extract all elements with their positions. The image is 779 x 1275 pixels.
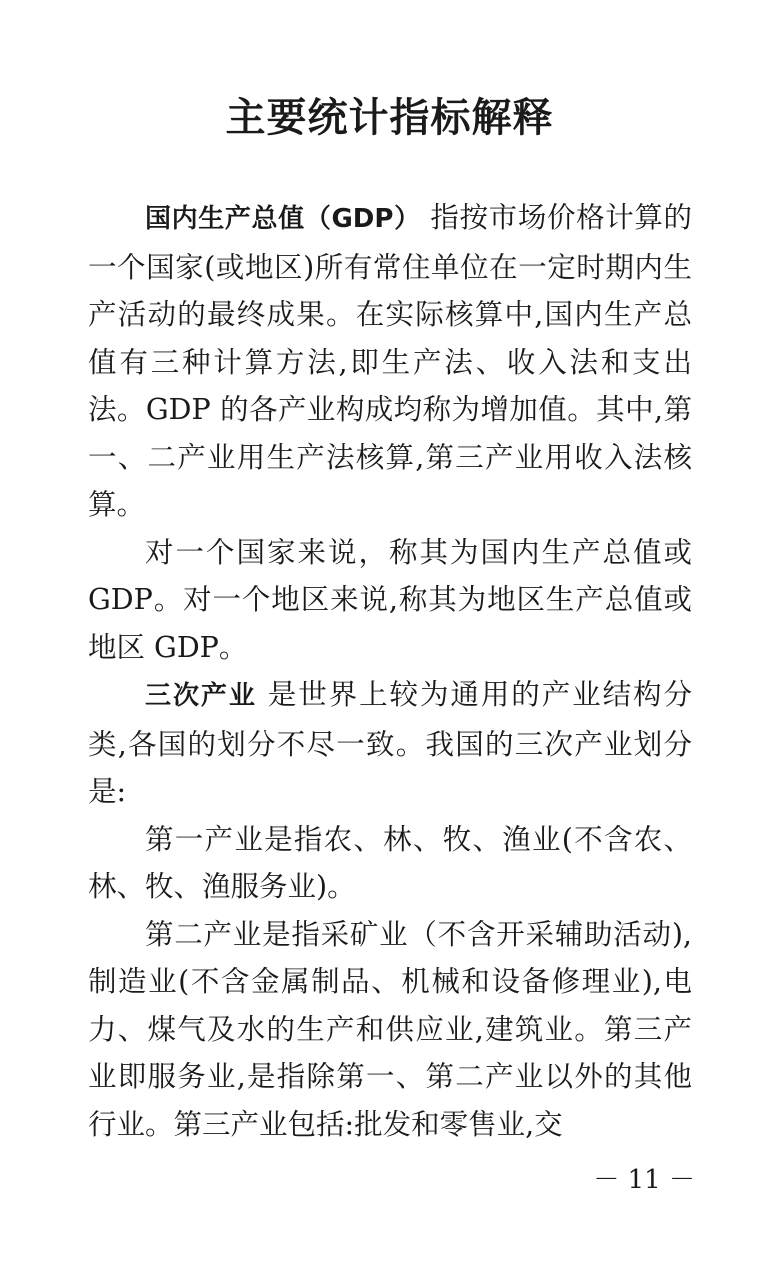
paragraph-text: 对一个国家来说，称其为国内生产总值或 GDP。对一个地区来说,称其为地区生产总值或地区 GDP。 bbox=[88, 535, 692, 664]
term-gdp: 国内生产总值（GDP） bbox=[145, 204, 421, 234]
paragraph-secondary-tertiary-industry bbox=[88, 911, 692, 1149]
paragraph-text: 指按市场价格计算的一个国家(或地区)所有常住单位在一定时期内生产活动的最终成果。在实际核算中,国内生产总值有三种计算方法,即生产法、收入法和支出法。GDP 的各产业构成均称为增加值。其中,第一、二产业用生产法核算,第三产业用收入法核算。 bbox=[88, 201, 693, 521]
paragraph-three-industries bbox=[88, 671, 692, 816]
paragraph-text: 第二产业是指采矿业（不含开采辅助活动),制造业(不含金属制品、机械和设备修理业),电力、煤气及水的生产和供应业,建筑业。第三产业即服务业,是指除第一、第二产业以外的其他行业。第三产业包括:批发和零售业,交 bbox=[88, 917, 692, 1141]
paragraph-text: 是世界上较为通用的产业结构分类,各国的划分不尽一致。我国的三次产业划分是: bbox=[88, 678, 692, 808]
body-text bbox=[88, 194, 692, 1148]
page-number: － 11 － bbox=[593, 1165, 695, 1195]
page-title: 主要统计指标解释 bbox=[225, 95, 554, 141]
paragraph-primary-industry bbox=[88, 816, 692, 911]
paragraph-gdp-definition bbox=[88, 194, 692, 529]
term-three-industries: 三次产业 bbox=[145, 681, 257, 711]
paragraph-text: 第一产业是指农、林、牧、渔业(不含农、林、牧、渔服务业)。 bbox=[88, 822, 692, 903]
paragraph-gdp-naming bbox=[88, 529, 692, 672]
